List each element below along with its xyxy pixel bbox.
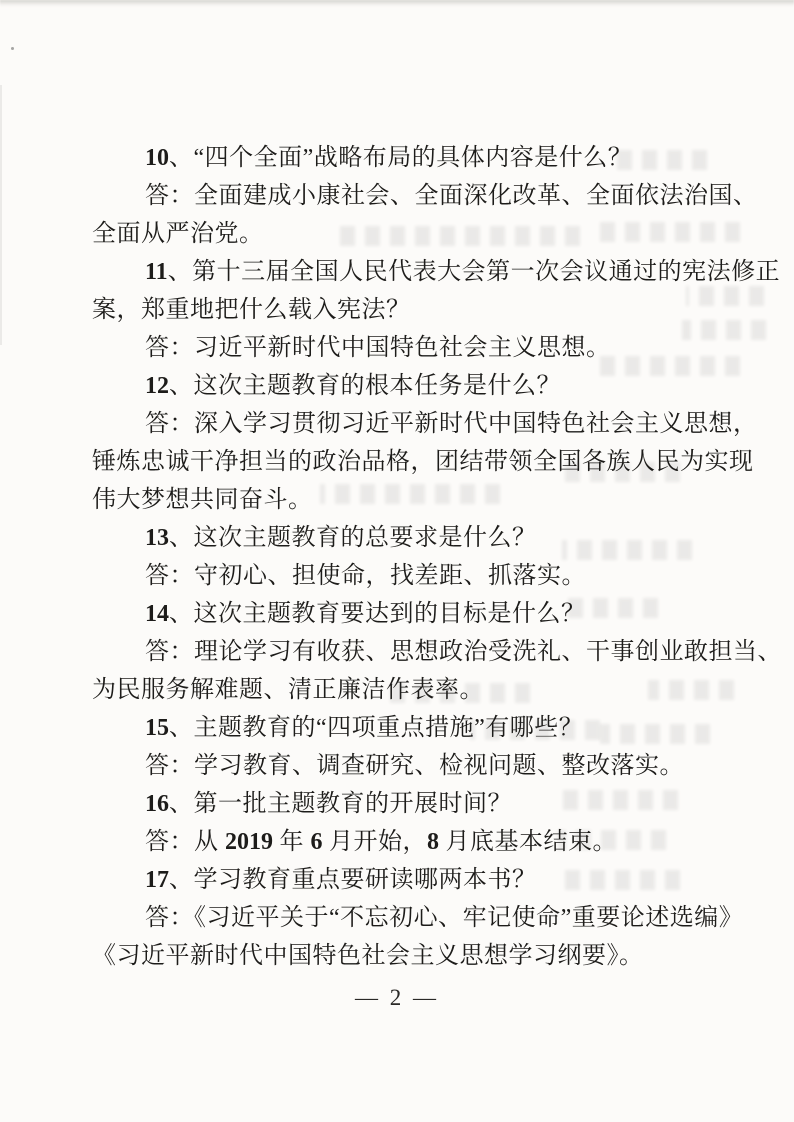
text-line: 17、学习教育重点要研读哪两本书？ [145, 867, 537, 893]
text-line: 答：习近平新时代中国特色社会主义思想。 [145, 335, 611, 361]
text-line: 11、第十三届全国人民代表大会第一次会议通过的宪法修正 [145, 259, 781, 285]
text-line: 答：守初心、担使命，找差距、抓落实。 [145, 563, 586, 589]
text-line: 为民服务解难题、清正廉洁作表率。 [92, 677, 484, 703]
text-line: 13、这次主题教育的总要求是什么？ [145, 525, 537, 551]
text-line: 15、主题教育的“四项重点措施”有哪些？ [145, 715, 584, 741]
text-line: 12、这次主题教育的根本任务是什么？ [145, 373, 561, 399]
scan-speck [11, 47, 14, 50]
text-line: 答：全面建成小康社会、全面深化改革、全面依法治国、 [145, 183, 758, 209]
text-column [92, 139, 782, 975]
text-line: 答：学习教育、调查研究、检视问题、整改落实。 [145, 753, 684, 779]
scan-edge-artifact-top [0, 0, 794, 7]
text-line: 答：理论学习有收获、思想政治受洗礼、干事创业敢担当、 [145, 639, 782, 665]
text-line: 答：《习近平关于“不忘初心、牢记使命”重要论述选编》 [145, 905, 744, 931]
text-line: 14、这次主题教育要达到的目标是什么？ [145, 601, 586, 627]
text-line: 锤炼忠诚干净担当的政治品格，团结带领全国各族人民为实现 [92, 449, 754, 475]
text-line: 16、第一批主题教育的开展时间？ [145, 791, 512, 817]
page-number: — 2 — [355, 985, 439, 1010]
scan-edge-artifact-left [0, 85, 2, 345]
text-line: 10、“四个全面”战略布局的具体内容是什么？ [145, 145, 633, 171]
text-line: 案，郑重地把什么载入宪法？ [92, 297, 411, 323]
text-line: 全面从严治党。 [92, 221, 264, 247]
text-line: 答：从 2019 年 6 月开始，8 月底基本结束。 [145, 829, 617, 855]
text-line: 伟大梦想共同奋斗。 [92, 487, 313, 513]
text-line: 《习近平新时代中国特色社会主义思想学习纲要》。 [92, 943, 644, 969]
text-line: 答：深入学习贯彻习近平新时代中国特色社会主义思想， [145, 411, 758, 437]
